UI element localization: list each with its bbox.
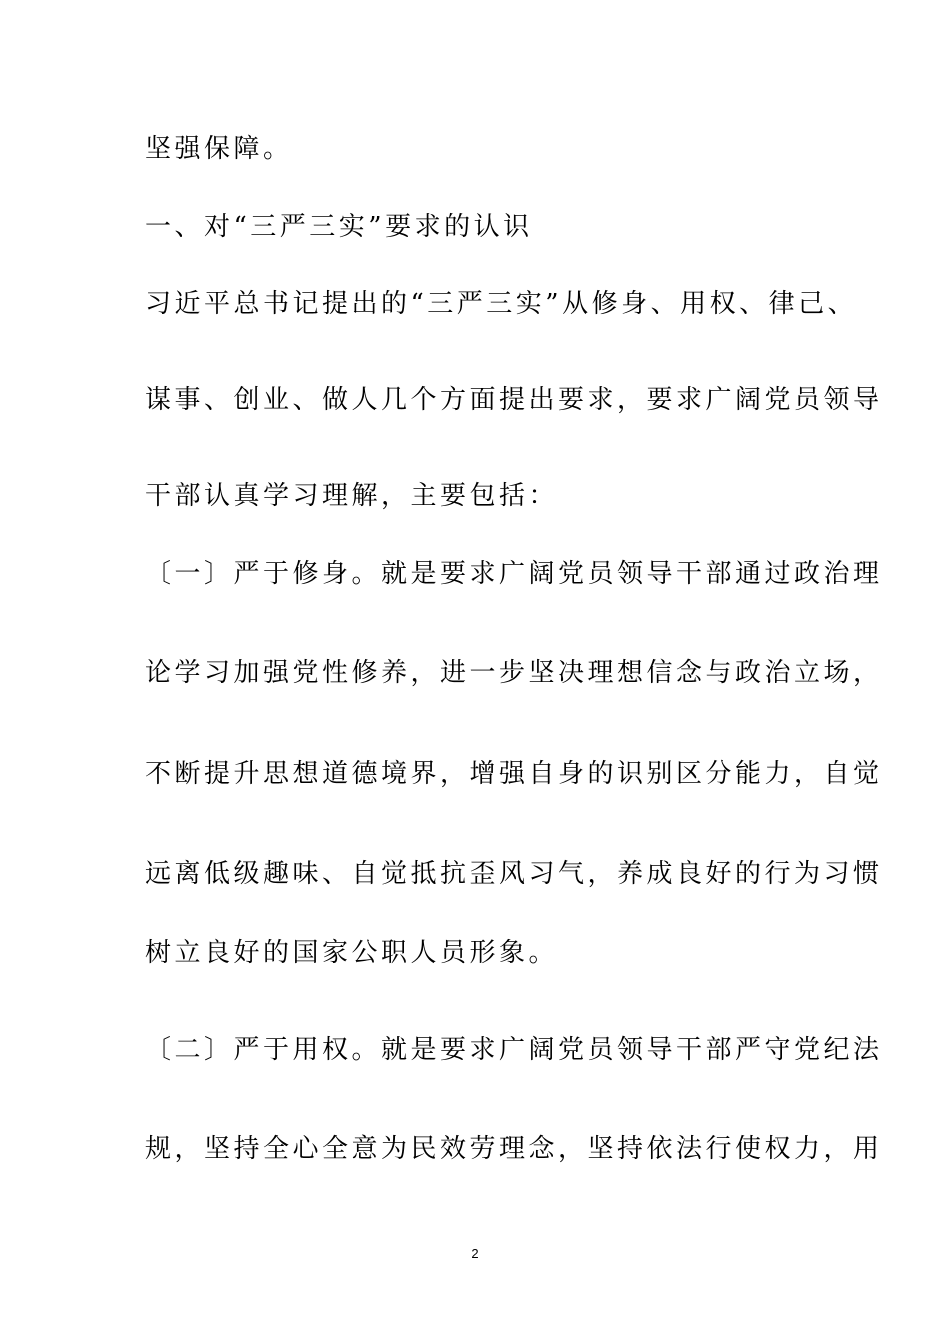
text-line: 论学习加强党性修养，进一步坚决理想信念与政治立场， (145, 658, 883, 688)
text-line: 规，坚持全心全意为民效劳理念，坚持依法行使权力，用 (145, 1134, 883, 1164)
text-line: 树立良好的国家公职人员形象。 (145, 938, 559, 968)
text-line: 远离低级趣味、自觉抵抗歪风习气，养成良好的行为习惯 (145, 859, 883, 889)
text-line: 习近平总书记提出的“三严三实”从修身、用权、律己、 (145, 289, 858, 319)
text-line: 〔一〕严于修身。就是要求广阔党员领导干部通过政治理 (145, 559, 883, 589)
section-heading: 一、对“三严三实”要求的认识 (145, 212, 533, 242)
text-line: 〔二〕严于用权。就是要求广阔党员领导干部严守党纪法 (145, 1035, 883, 1065)
text-line: 坚强保障。 (145, 134, 293, 164)
page-number: 2 (471, 1246, 479, 1261)
text-line: 不断提升思想道德境界，增强自身的识别区分能力，自觉 (145, 759, 883, 789)
text-line: 谋事、创业、做人几个方面提出要求，要求广阔党员领导 (145, 385, 883, 415)
text-line: 干部认真学习理解，主要包括： (145, 481, 559, 511)
